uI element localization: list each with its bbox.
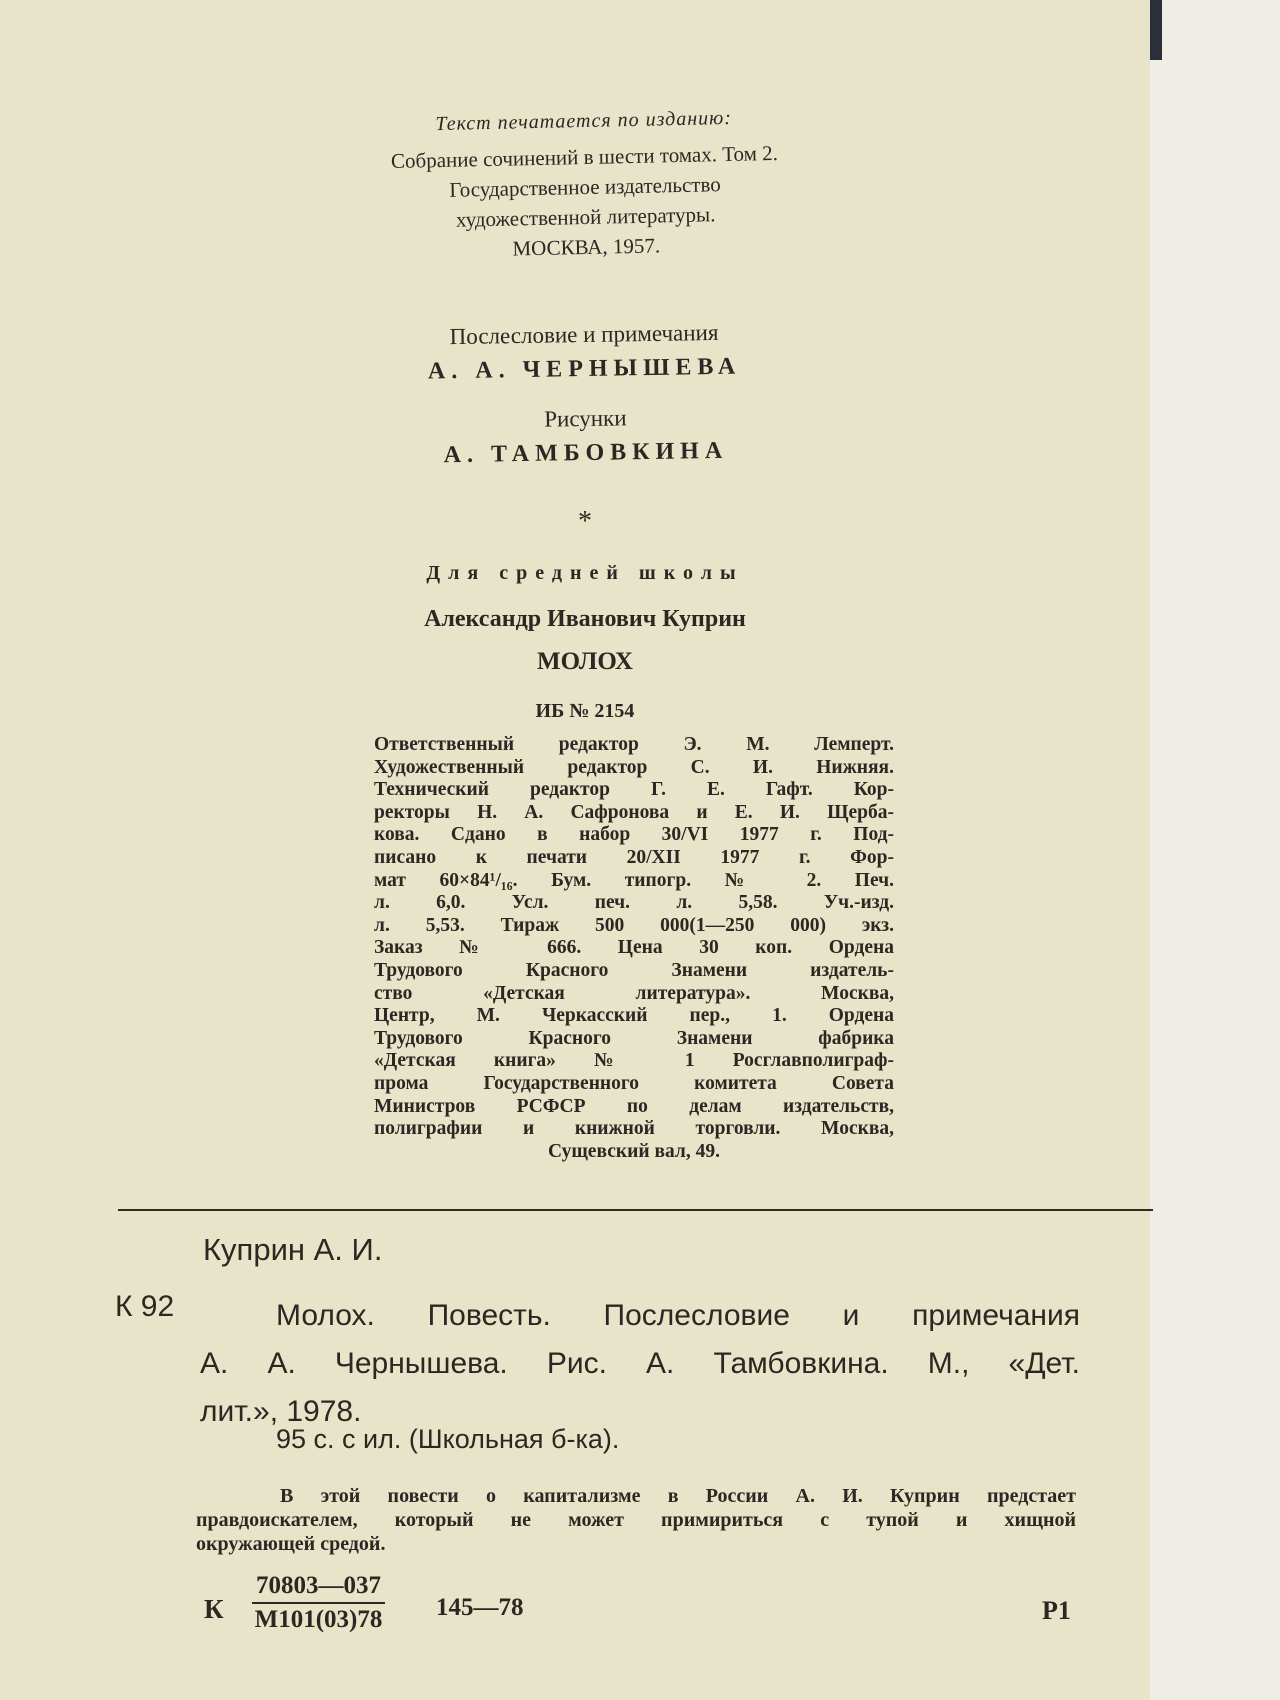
imprint-line: л. 6,0. Усл. печ. л. 5,58. Уч.-изд. <box>374 892 894 914</box>
card-mark: Р1 <box>1042 1596 1071 1625</box>
imprint-line: Трудового Красного Знамени фабрика <box>374 1027 894 1049</box>
card-author: Куприн А. И. <box>203 1232 383 1267</box>
imprint-line: Министров РСФСР по делам издательств, <box>374 1095 894 1117</box>
class-letter: К <box>204 1594 224 1624</box>
card-description-line: Молох. Повесть. Послесловие и примечания <box>276 1299 1080 1332</box>
imprint-line: Заказ № 666. Цена 30 коп. Ордена <box>374 937 894 959</box>
imprint-line: писано к печати 20/XII 1977 г. Фор- <box>374 846 894 868</box>
fraction-denominator: М101(03)78 <box>254 1606 383 1633</box>
imprint-line: л. 5,53. Тираж 500 000(1—250 000) экз. <box>374 914 894 936</box>
edition-line: Собрание сочинений в шести томах. Том 2. <box>390 140 779 174</box>
imprint-line: кова. Сдано в набор 30/VI 1977 г. Под- <box>374 824 894 846</box>
card-description-line: лит.», 1978. <box>200 1395 362 1428</box>
imprint-block <box>374 734 894 1163</box>
afterword-label: Послесловие и примечания <box>449 319 719 350</box>
imprint-line: полиграфии и книжной торговли. Москва, <box>374 1118 894 1140</box>
series-note: Для средней школы <box>426 562 744 584</box>
order-code: 145—78 <box>436 1594 524 1621</box>
imprint-line: Центр, М. Черкасский пер., 1. Ордена <box>374 1005 894 1027</box>
credits <box>0 309 1171 479</box>
imprint-line: Сущевский вал, 49. <box>548 1140 720 1162</box>
card-pages: 95 с. с ил. (Школьная б-ка). <box>276 1424 620 1454</box>
imprint-line: Художественный редактор С. И. Нижняя. <box>374 756 894 778</box>
annotation-line: правдоискателем, который не может примириться с тупой и хищной <box>196 1509 1076 1531</box>
ib-number: ИБ № 2154 <box>535 700 635 722</box>
edition-line: Государственное издательство <box>449 172 721 202</box>
annotation-line: В этой повести о капитализме в России А. И. Куприн предстает <box>280 1485 1076 1507</box>
adjacent-page-edge <box>1150 0 1280 1700</box>
edition-heading: Текст печатается по изданию: <box>435 106 733 136</box>
imprint-line: прома Государственного комитета Совета <box>374 1072 894 1094</box>
annotation-line: окружающей средой. <box>196 1533 386 1555</box>
imprint-line: Трудового Красного Знамени издатель- <box>374 959 894 981</box>
author-full-name: Александр Иванович Куприн <box>424 606 746 632</box>
imprint-line: «Детская книга» № 1 Росглавполиграф- <box>374 1050 894 1072</box>
book-title: МОЛОХ <box>537 648 633 675</box>
imprint-line: ректоры Н. А. Сафронова и Е. И. Щерба- <box>374 801 894 823</box>
imprint-line: Технический редактор Г. Е. Гафт. Кор- <box>374 779 894 801</box>
imprint-line: мат 60×84¹/₁₆. Бум. типогр. № 2. Печ. <box>374 869 894 891</box>
card-annotation <box>196 1484 1076 1556</box>
separator-asterisk: * <box>578 506 592 537</box>
imprint-line: ство «Детская литература». Москва, <box>374 982 894 1004</box>
afterword-author: А. А. ЧЕРНЫШЕВА <box>427 353 742 385</box>
card-description <box>200 1292 1080 1436</box>
edition-line: художественной литературы. <box>455 202 716 232</box>
card-description-line: А. А. Чернышева. Рис. А. Тамбовкина. М., «Дет. <box>200 1347 1080 1380</box>
drawings-label: Рисунки <box>544 405 627 432</box>
book-binding <box>1150 0 1162 60</box>
fraction-numerator: 70803—037 <box>252 1572 385 1604</box>
class-fraction <box>252 1572 385 1634</box>
illustrator-name: А. ТАМБОВКИНА <box>443 437 729 469</box>
imprint-line: Ответственный редактор Э. М. Лемперт. <box>374 734 894 755</box>
edition-source <box>0 94 1172 274</box>
divider-rule <box>118 1209 1153 1211</box>
edition-line: МОСКВА, 1957. <box>512 233 661 261</box>
card-classification-code: К 92 <box>115 1290 175 1323</box>
